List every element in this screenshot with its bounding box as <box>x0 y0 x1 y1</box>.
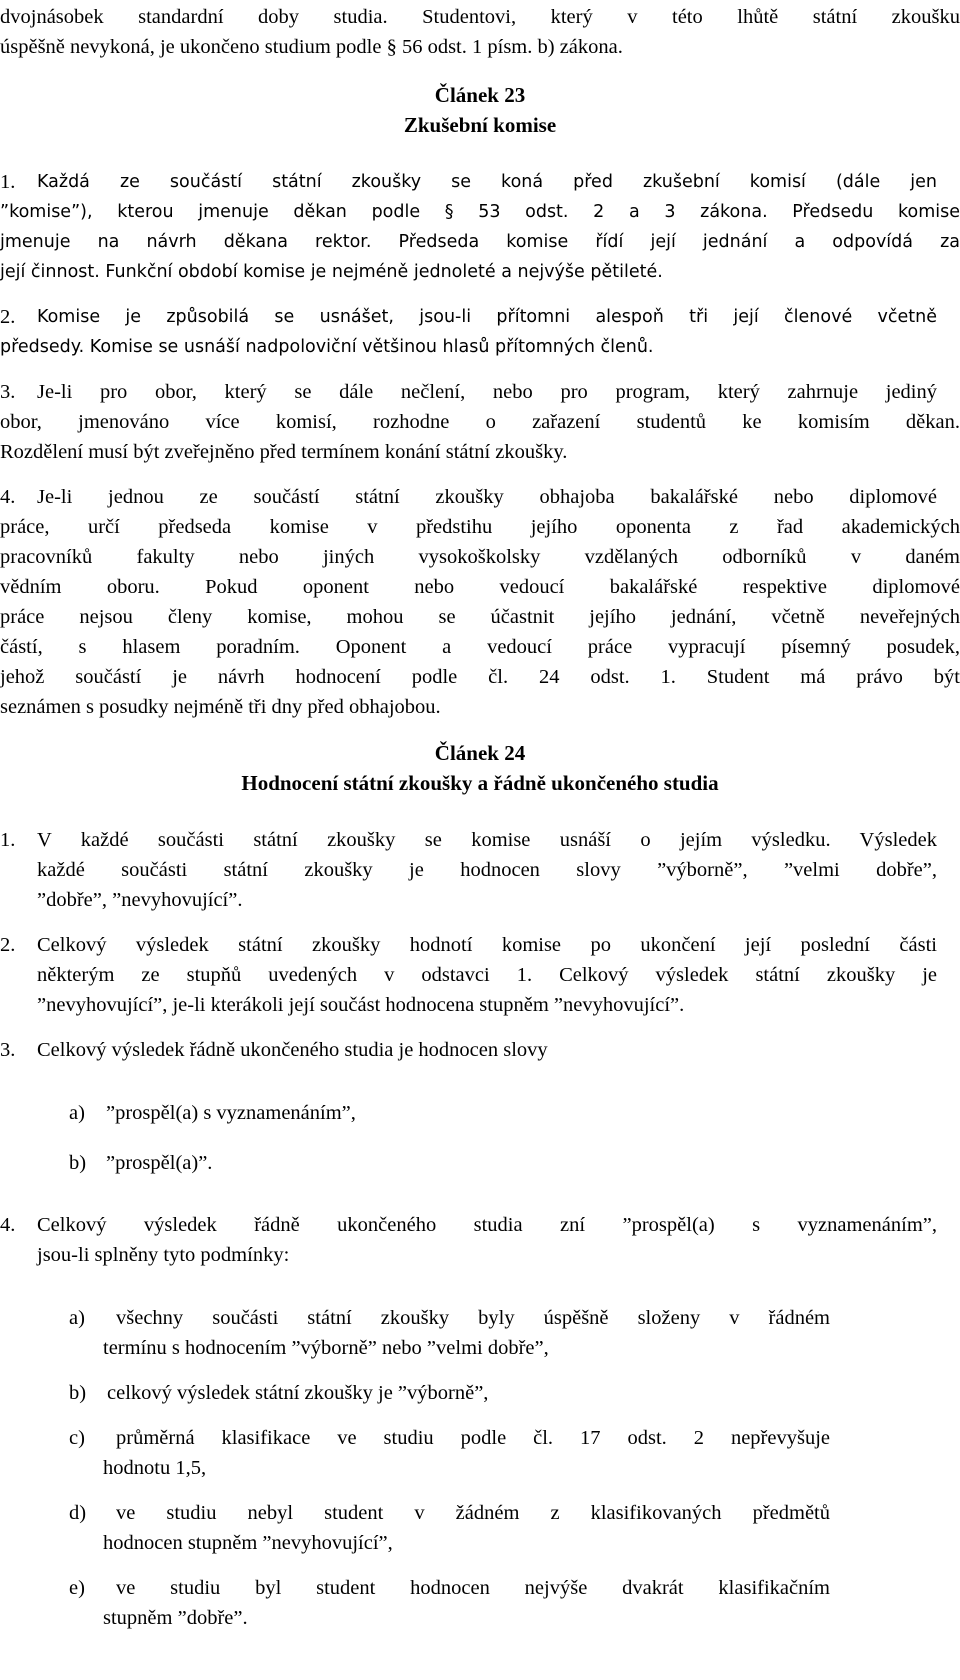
paragraph-number: 2. <box>0 934 16 956</box>
text-line: úspěšně nevykoná, je ukončeno studium podle § 56 odst. 1 písm. b) zákona. <box>0 36 623 58</box>
list-label: c) <box>69 1427 85 1449</box>
text-line: jmenuje na návrh děkana rektor. Předseda komise řídí její jednání a odpovídá za <box>0 232 960 252</box>
text-line: Celkový výsledek řádně ukončeného studia je hodnocen slovy <box>37 1039 548 1061</box>
list-item-text: celkový výsledek státní zkoušky je ”výborně”, <box>107 1382 489 1404</box>
article-23-title: Zkušební komise <box>403 113 557 137</box>
article-24-title: Hodnocení státní zkoušky a řádně ukončeného studia <box>241 771 719 795</box>
text-line: seznámen s posudky nejméně tři dny před obhajobou. <box>0 696 441 718</box>
text-line: její činnost. Funkční období komise je nejméně jednoleté a nejvýše pětileté. <box>0 262 663 282</box>
text-line: Komise je způsobilá se usnášet, jsou-li přítomni alespoň tři její členové včetně <box>37 307 937 327</box>
paragraph-number: 3. <box>0 381 16 403</box>
paragraph-number: 3. <box>0 1039 16 1061</box>
text-line: dvojnásobek standardní doby studia. Studentovi, který v této lhůtě státní zkoušku <box>0 6 960 28</box>
text-line: Rozdělení musí být zveřejněno před termínem konání státní zkoušky. <box>0 441 568 463</box>
text-line: práce nejsou členy komise, mohou se účastnit jejího jednání, včetně neveřejných <box>0 606 960 628</box>
article-23-number: Článek 23 <box>434 83 526 107</box>
text-line: předsedy. Komise se usnáší nadpoloviční většinou hlasů přítomných členů. <box>0 337 654 357</box>
text-line: některým ze stupňů uvedených v odstavci 1. Celkový výsledek státní zkoušky je <box>37 964 937 986</box>
text-line: ”dobře”, ”nevyhovující”. <box>37 889 243 911</box>
list-item-text: ”prospěl(a) s vyznamenáním”, <box>106 1102 356 1124</box>
text-line: Je-li jednou ze součástí státní zkoušky obhajoba bakalářské nebo diplomové <box>37 486 937 508</box>
text-line: práce, určí předseda komise v předstihu jejího oponenta z řad akademických <box>0 516 960 538</box>
text-line: jehož součástí je návrh hodnocení podle čl. 24 odst. 1. Student má právo být <box>0 666 960 688</box>
list-label: e) <box>69 1577 85 1599</box>
text-line: Celkový výsledek řádně ukončeného studia zní ”prospěl(a) s vyznamenáním”, <box>37 1214 937 1236</box>
list-item-text: všechny součásti státní zkoušky byly úspěšně složeny v řádném <box>116 1307 830 1329</box>
text-line: Každá ze součástí státní zkoušky se koná před zkušební komisí (dále jen <box>37 172 937 192</box>
list-label: a) <box>69 1102 85 1124</box>
text-line: vědním oboru. Pokud oponent nebo vedoucí bakalářské respektive diplomové <box>0 576 960 598</box>
list-item-text: stupněm ”dobře”. <box>103 1607 248 1629</box>
list-label: d) <box>69 1502 87 1524</box>
list-item-text: termínu s hodnocením ”výborně” nebo ”velmi dobře”, <box>103 1337 549 1359</box>
paragraph-number: 1. <box>0 171 16 193</box>
list-item-text: hodnotu 1,5, <box>103 1457 207 1479</box>
list-label: a) <box>69 1307 85 1329</box>
list-item-text: ve studiu nebyl student v žádném z klasifikovaných předmětů <box>116 1502 830 1524</box>
text-line: ”nevyhovující”, je-li kterákoli její součást hodnocena stupněm ”nevyhovující”. <box>37 994 685 1016</box>
text-line: každé součásti státní zkoušky je hodnocen slovy ”výborně”, ”velmi dobře”, <box>37 859 937 881</box>
paragraph-number: 2. <box>0 306 16 328</box>
text-line: jsou-li splněny tyto podmínky: <box>37 1244 290 1266</box>
text-line: pracovníků fakulty nebo jiných vysokoškolsky vzdělaných odborníků v daném <box>0 546 960 568</box>
paragraph-number: 4. <box>0 1214 16 1236</box>
article-24-number: Článek 24 <box>434 741 526 765</box>
text-line: Je-li pro obor, který se dále nečlení, nebo pro program, který zahrnuje jediný <box>37 381 937 403</box>
list-item-text: ve studiu byl student hodnocen nejvýše dvakrát klasifikačním <box>116 1577 830 1599</box>
text-line: V každé součásti státní zkoušky se komise usnáší o jejím výsledku. Výsledek <box>37 829 937 851</box>
list-item-text: hodnocen stupněm ”nevyhovující”, <box>103 1532 393 1554</box>
list-label: b) <box>69 1152 87 1174</box>
list-item-text: průměrná klasifikace ve studiu podle čl. 17 odst. 2 nepřevyšuje <box>116 1427 830 1449</box>
paragraph-number: 4. <box>0 486 16 508</box>
list-label: b) <box>69 1382 87 1404</box>
paragraph-number: 1. <box>0 829 16 851</box>
text-line: Celkový výsledek státní zkoušky hodnotí komise po ukončení její poslední části <box>37 934 937 956</box>
list-item-text: ”prospěl(a)”. <box>106 1152 213 1174</box>
text-line: ”komise”), kterou jmenuje děkan podle § 53 odst. 2 a 3 zákona. Předsedu komise <box>0 202 960 222</box>
text-line: částí, s hlasem poradním. Oponent a vedoucí práce vypracují písemný posudek, <box>0 636 960 658</box>
text-line: obor, jmenováno více komisí, rozhodne o zařazení studentů ke komisím děkan. <box>0 411 960 433</box>
